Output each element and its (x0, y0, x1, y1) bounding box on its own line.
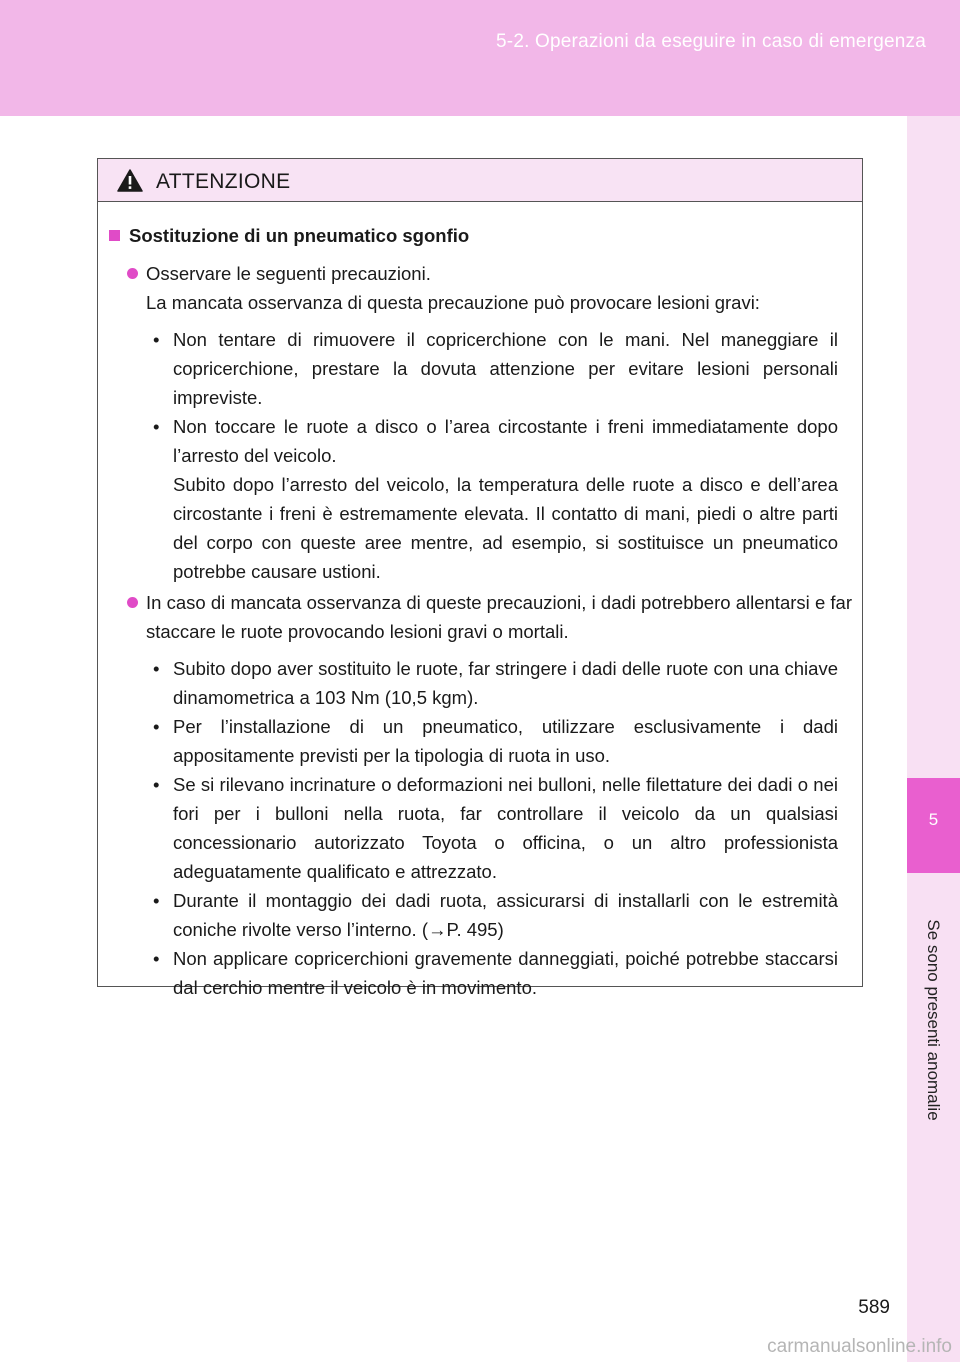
sub-item-text: Se si rilevano incrinature o deformazioni nei bulloni, nelle filettature dei dadi o nei fori per i bulloni nella ruota, far controllare il veicolo da un qualsiasi concessionario autorizzato Toyota o officina, o un altro professionista adeguatamente qualificato e attrezzato. (173, 774, 838, 882)
sub-item-text: Subito dopo l’arresto del veicolo, la temperatura delle ruote a disco e dell’area circostante i freni è estremamente elevata. Il contatto di mani, piedi o altre parti del corpo con queste aree mentre, ad esempio, si sostituisce un pneumatico potrebbe causare ustioni. (173, 474, 838, 582)
section-title: 5-2. Operazioni da eseguire in caso di emergenza (496, 31, 926, 52)
bullet-dot-icon: • (153, 890, 160, 911)
chapter-tab[interactable] (907, 778, 960, 873)
header-band (0, 0, 960, 116)
caution-box (97, 158, 863, 998)
sub-item-text: Non toccare le ruote a disco o l’area circostante i freni immediatamente dopo l’arresto del veicolo. (173, 416, 838, 466)
dot-bullet-icon (127, 268, 138, 279)
sub-list-item (153, 325, 838, 412)
caution-header (98, 159, 862, 202)
watermark: carmanualsonline.info (767, 1336, 952, 1357)
warning-triangle-icon (117, 169, 143, 192)
item-text: Osservare le seguenti precauzioni. (146, 263, 431, 284)
sub-item-text: Non applicare copricerchioni gravemente danneggiati, poiché potrebbe staccarsi dal cerchio mentre il veicolo è in movimento. (173, 948, 838, 998)
page-reference-text: Durante il montaggio dei dadi ruota, assicurarsi di installarli con le estremità coniche rivolte verso l’interno. (→P. 495) (173, 890, 838, 940)
caution-title: ATTENZIONE (156, 170, 291, 193)
sub-list-item (153, 412, 838, 586)
bullet-dot-icon: • (153, 948, 160, 969)
bullet-dot-icon: • (153, 774, 160, 795)
list-item (109, 259, 852, 586)
sub-item-text: Per l’installazione di un pneumatico, utilizzare esclusivamente i dadi appositamente previsti per la tipologia di ruota in uso. (173, 716, 838, 766)
sub-list (146, 654, 852, 1002)
page-number: 589 (858, 1297, 890, 1318)
section-heading-text: Sostituzione di un pneumatico sgonfio (129, 225, 470, 246)
chapter-label: Se sono presenti anomalie (924, 919, 943, 1121)
sub-list-item (153, 944, 838, 1002)
caution-body (98, 202, 862, 1002)
square-bullet-icon (109, 230, 120, 241)
side-strip (907, 116, 960, 1362)
bullet-dot-icon: • (153, 329, 160, 350)
item-text: La mancata osservanza di questa precauzione può provocare lesioni gravi: (146, 292, 760, 313)
sub-item-text: Non tentare di rimuovere il copricerchione con le mani. Nel maneggiare il copricerchione, prestare la dovuta attenzione per evitare lesioni personali impreviste. (173, 329, 838, 408)
sub-item-text: Subito dopo aver sostituito le ruote, far stringere i dadi delle ruote con una chiave dinamometrica a 103 Nm (10,5 kgm). (173, 658, 838, 708)
chapter-number: 5 (928, 810, 939, 829)
list-item (109, 588, 852, 1002)
sub-list-item (153, 712, 838, 770)
bullet-dot-icon: • (153, 716, 160, 737)
sub-list-item (153, 770, 838, 886)
dot-bullet-icon (127, 597, 138, 608)
bullet-dot-icon: • (153, 416, 160, 437)
sub-list (146, 325, 852, 586)
section-heading (109, 221, 852, 250)
sub-list-item (153, 654, 838, 712)
item-text: In caso di mancata osservanza di queste precauzioni, i dadi potrebbero allentarsi e far staccare le ruote provocando lesioni gravi o mortali. (146, 592, 852, 642)
bullet-dot-icon: • (153, 658, 160, 679)
sub-list-item (153, 886, 838, 944)
